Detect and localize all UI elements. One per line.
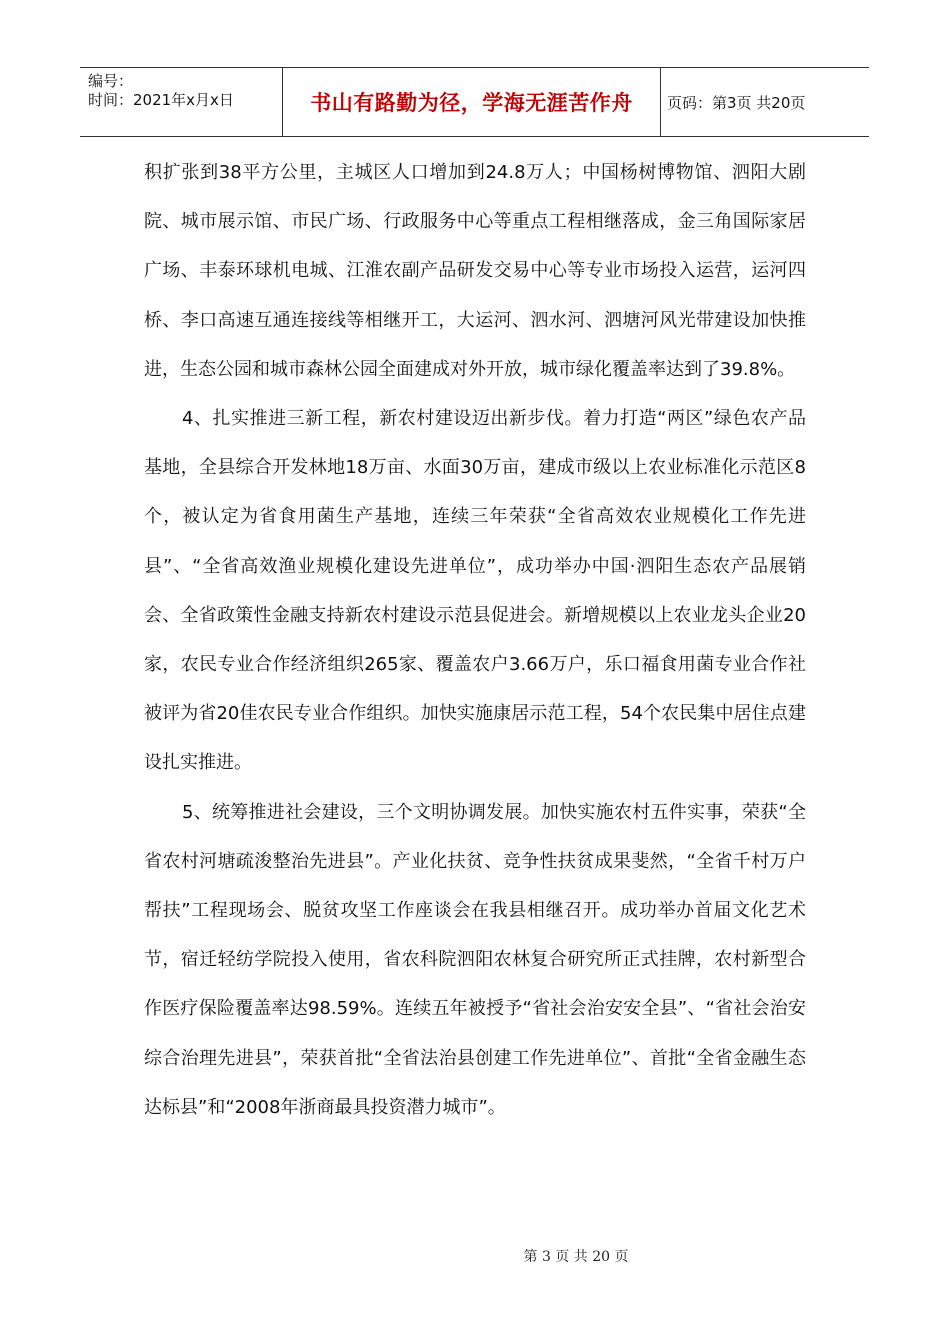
document-number-label: 编号： (88, 72, 134, 90)
body-paragraph: 5、统筹推进社会建设，三个文明协调发展。加快实施农村五件实事，荣获“全省农村河塘疏浚整治先进县”。产业化扶贫、竞争性扶贫成果斐然，“全省千村万户帮扶”工程现场会、脱贫攻坚工作座谈会在我县相继召开。成功举办首届文化艺术节，宿迁轻纺学院投入使用，省农科院泗阳农林复合研究所正式挂牌，农村新型合作医疗保险覆盖率达98.59%。连续五年被授予“省社会治安安全县”、“省社会治安综合治理先进县”，荣获首批“全省法治县创建工作先进单位”、首批“全省金融生态达标县”和“2008年浙商最具投资潜力城市”。 (144, 801, 806, 1118)
document-body (144, 148, 806, 1132)
page-header (80, 67, 869, 137)
document-date: 时间：2021年x月x日 (88, 91, 234, 109)
header-page-info: 页码：第3页 共20页 (667, 93, 806, 112)
header-meta (80, 68, 283, 136)
header-motto: 书山有路勤为径，学海无涯苦作舟 (283, 68, 661, 136)
body-paragraph: 积扩张到38平方公里，主城区人口增加到24.8万人；中国杨树博物馆、泗阳大剧院、城市展示馆、市民广场、行政服务中心等重点工程相继落成，金三角国际家居广场、丰泰环球机电城、江淮农副产品研发交易中心等专业市场投入运营，运河四桥、李口高速互通连接线等相继开工，大运河、泗水河、泗塘河风光带建设加快推进，生态公园和城市森林公园全面建成对外开放，城市绿化覆盖率达到了39.8%。 (144, 162, 806, 380)
footer-page-number: 第 3 页 共 20 页 (523, 1249, 629, 1265)
body-paragraph: 4、扎实推进三新工程，新农村建设迈出新步伐。着力打造“两区”绿色农产品基地，全县综合开发林地18万亩、水面30万亩，建成市级以上农业标准化示范区8个，被认定为省食用菌生产基地，连续三年荣获“全省高效农业规模化工作先进县”、“全省高效渔业规模化建设先进单位”，成功举办中国·泗阳生态农产品展销会、全省政策性金融支持新农村建设示范县促进会。新增规模以上农业龙头企业20家，农民专业合作经济组织265家、覆盖农户3.66万户，乐口福食用菌专业合作社被评为省20佳农民专业合作组织。加快实施康居示范工程，54个农民集中居住点建设扎实推进。 (144, 408, 806, 774)
page-footer (0, 1246, 950, 1266)
